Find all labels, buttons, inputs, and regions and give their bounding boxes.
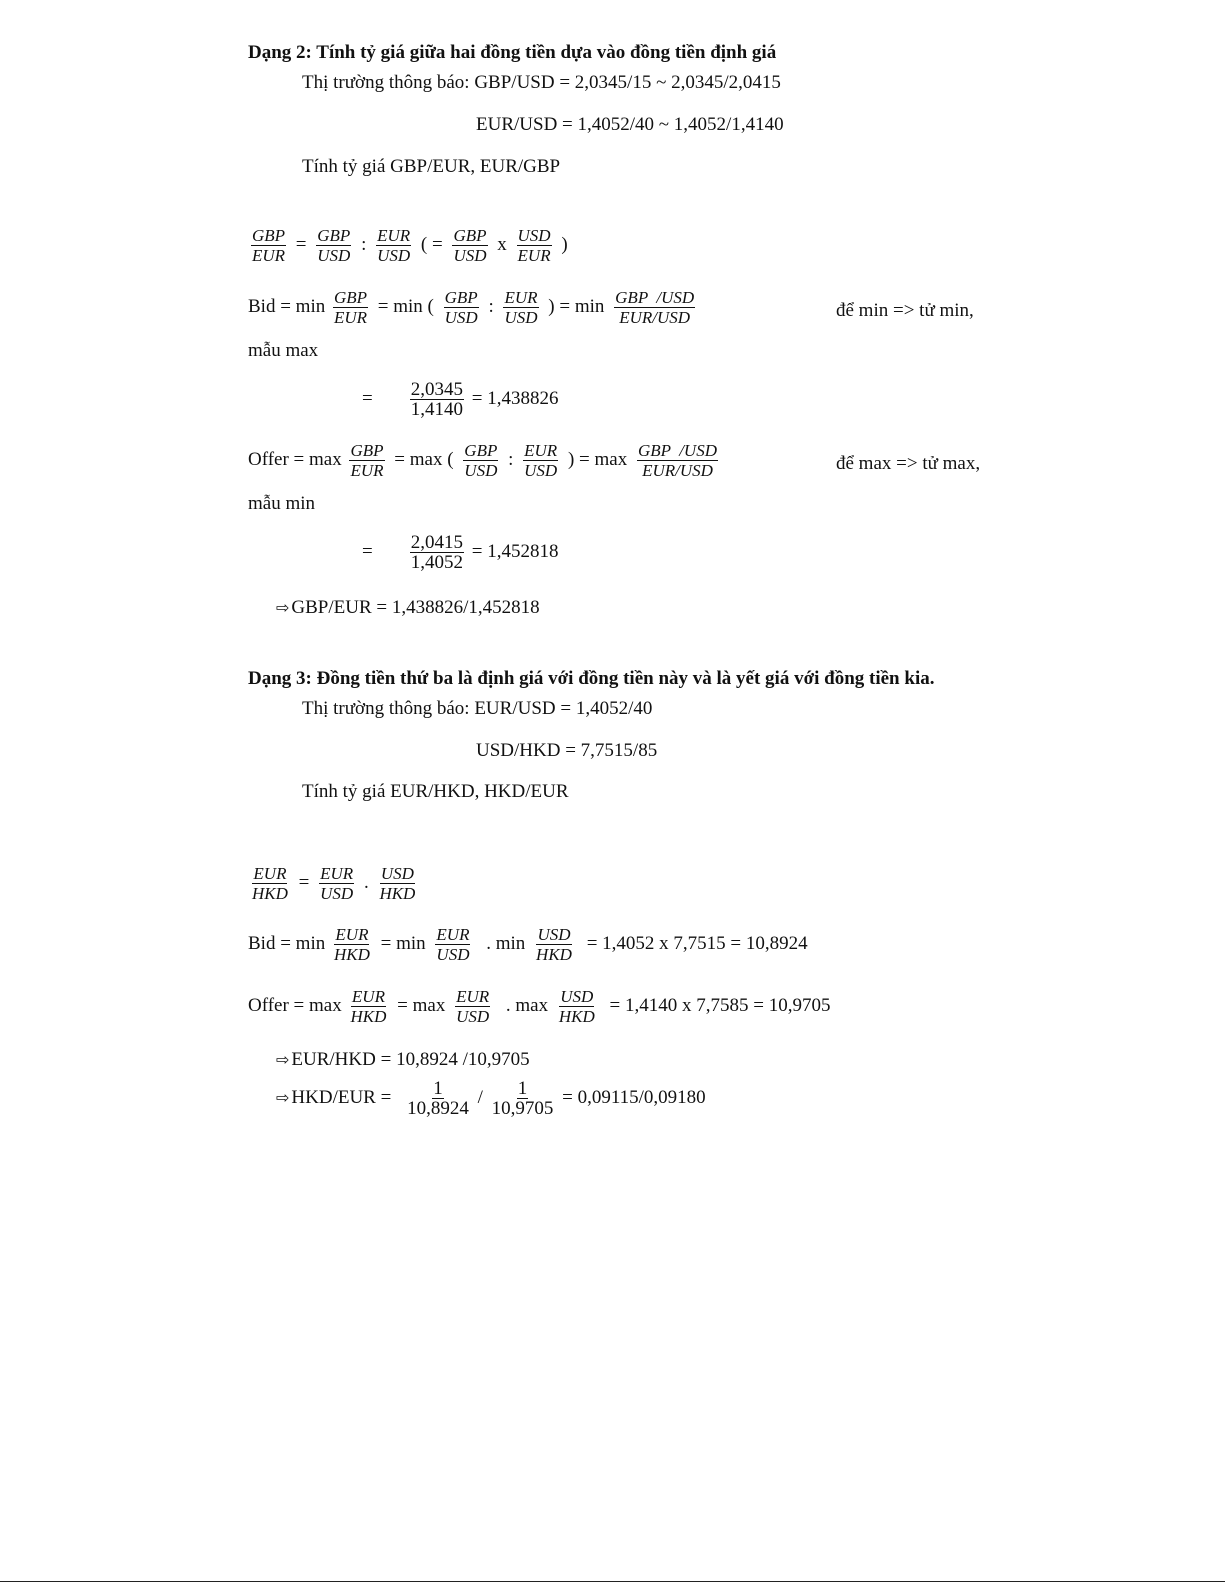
- frac-inverse-offer: $\frac{1}{10,9705}$: [491, 1078, 554, 1119]
- frac-eur-usd: EUR USD: [320, 864, 354, 903]
- right-arrow-icon: ⇨: [276, 1050, 290, 1069]
- bid-calc: = $\frac{2,0345}{1,4140}$ = 1,438826: [362, 379, 559, 420]
- right-arrow-icon: ⇨: [276, 1087, 290, 1107]
- bid-note: để min => tử min,: [836, 300, 974, 321]
- section2-heading: Dạng 2: Tính tỷ giá giữa hai đồng tiền dựa vào đồng tiền định giá: [248, 42, 777, 63]
- frac-inverse-bid: $\frac{1}{10,8924}$: [407, 1078, 469, 1119]
- formula-eur-hkd: EUR HKD = EUR USD . USD HKD: [252, 864, 416, 903]
- frac-gbp-usd: GBP USD: [464, 441, 498, 480]
- offer-formula: Offer = max GBP EUR = max ( GBP USD : EUR USD ) = max GBP /USD EUR/USD: [248, 441, 717, 480]
- section3-conclusion1: ⇨ EUR/HKD = 10,8924 /10,9705: [276, 1049, 530, 1070]
- section3-heading: Dạng 3: Đồng tiền thứ ba là định giá với đồng tiền này và là yết giá với đồng tiền kia.: [248, 668, 935, 689]
- frac-gbpusd-eurusd: GBP /USD EUR/USD: [615, 288, 695, 327]
- bid-note-cont: mẫu max: [248, 340, 319, 361]
- frac-gbp-eur: GBP EUR: [350, 441, 384, 480]
- offer-formula-hkd: Offer = max EUR HKD = max EUR USD . max USD HKD = 1,4140 x 7,7585 = 10,9705: [248, 987, 831, 1026]
- offer-note-cont: mẫu min: [248, 493, 316, 514]
- frac-gbp-usd: GBP USD: [444, 288, 478, 327]
- section2-task: Tính tỷ giá GBP/EUR, EUR/GBP: [302, 156, 561, 177]
- frac-gbp-usd: GBP USD: [317, 226, 351, 265]
- frac-usd-hkd: USD HKD: [558, 987, 595, 1026]
- frac-eur-hkd: EUR HKD: [333, 925, 370, 964]
- section3-market-line1: Thị trường thông báo: EUR/USD = 1,4052/40: [302, 698, 653, 719]
- section2-market-line2: EUR/USD = 1,4052/40 ~ 1,4052/1,4140: [476, 114, 784, 135]
- frac-usd-eur: USD EUR: [517, 226, 551, 265]
- page-bottom-rule: [0, 1581, 1225, 1582]
- section3-conclusion2: ⇨ HKD/EUR = $\frac{1}{10,8924}$ / $\frac{1}{10,9705}$ = 0,09115/0,09180: [276, 1078, 706, 1119]
- frac-eur-hkd: EUR HKD: [350, 987, 387, 1026]
- frac-usd-hkd: USD HKD: [536, 925, 572, 964]
- offer-note: để max => tử max,: [836, 453, 981, 474]
- frac-gbp-usd: GBP USD: [453, 226, 487, 265]
- frac-gbp-eur: GBP EUR: [333, 288, 368, 327]
- section3-market-line2: USD/HKD = 7,7515/85: [476, 740, 658, 761]
- frac-eur-usd: EUR USD: [504, 288, 538, 327]
- frac-offer-values: $\frac{2,0415}{1,4052}$: [410, 532, 463, 573]
- section2-conclusion: ⇨ GBP/EUR = 1,438826/1,452818: [276, 597, 540, 618]
- formula-gbp-eur: GBP EUR = GBP USD : EUR USD ( = GBP USD x USD EUR ): [252, 226, 568, 265]
- frac-eur-hkd: EUR HKD: [252, 864, 288, 903]
- section2-market-line1: Thị trường thông báo: GBP/USD = 2,0345/15 ~ 2,0345/2,0415: [302, 72, 781, 93]
- frac-bid-values: $\frac{2,0345}{1,4140}$: [410, 379, 463, 420]
- frac-eur-usd: EUR USD: [524, 441, 558, 480]
- section3-task: Tính tỷ giá EUR/HKD, HKD/EUR: [302, 781, 569, 802]
- frac-eur-usd: EUR USD: [456, 987, 490, 1026]
- bid-formula: Bid = min GBP EUR = min ( GBP USD : EUR USD ) = min GBP /USD EUR/USD: [248, 288, 695, 327]
- frac-gbpusd-eurusd: GBP /USD EUR/USD: [637, 441, 717, 480]
- bid-formula-hkd: Bid = min EUR HKD = min EUR USD . min USD HKD = 1,4052 x 7,7515 = 10,8924: [248, 925, 808, 964]
- offer-calc: = $\frac{2,0415}{1,4052}$ = 1,452818: [362, 532, 559, 573]
- frac-gbp-eur: GBP EUR: [252, 226, 286, 265]
- frac-usd-hkd: USD HKD: [379, 864, 416, 903]
- frac-eur-usd: EUR USD: [377, 226, 411, 265]
- frac-eur-usd: EUR USD: [436, 925, 470, 964]
- right-arrow-icon: ⇨: [276, 598, 290, 617]
